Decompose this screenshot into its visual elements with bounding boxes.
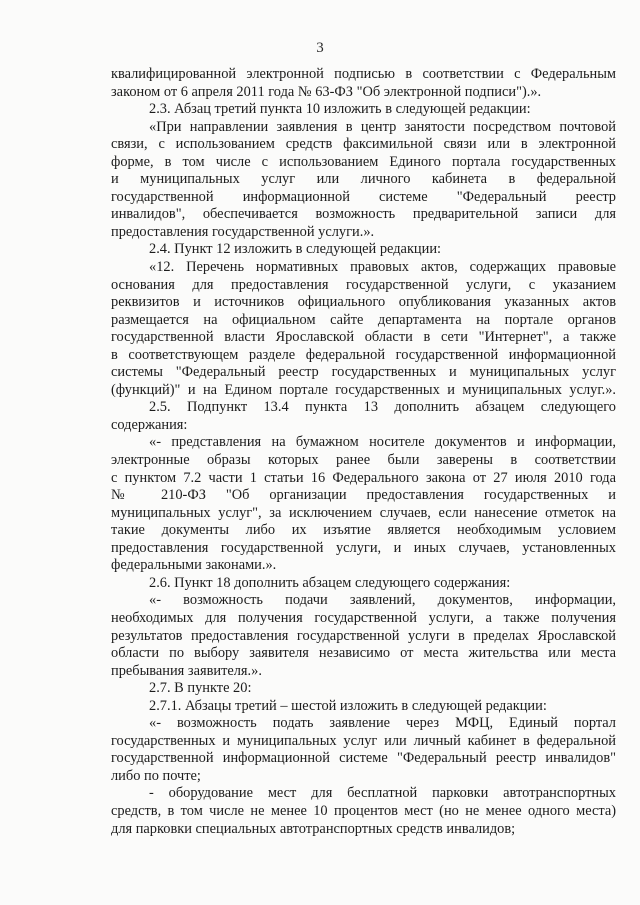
- text-line: «- возможность подать заявление через МФЦ, Единый портал: [149, 715, 616, 732]
- text-line: инвалидов", обеспечивается возможность предварительной записи для: [111, 206, 616, 223]
- text-line: и муниципальных услуг или личного кабинета в федеральной: [111, 171, 616, 188]
- text-line: необходимых для получения государственной услуги, а также получения: [111, 609, 616, 626]
- text-line: содержания:: [111, 416, 188, 433]
- document-body: [111, 66, 616, 838]
- text-line: «При направлении заявления в центр занятости посредством почтовой: [149, 118, 616, 135]
- page-number: 3: [316, 40, 324, 56]
- text-line: «12. Перечень нормативных правовых актов, содержащих правовые: [149, 259, 616, 276]
- text-line: связи, с использованием средств факсимильной связи или в электронной: [111, 136, 616, 153]
- text-line: реквизитов и источников официального опубликования указанных актов: [111, 294, 616, 311]
- text-line: 2.4. Пункт 12 изложить в следующей редакции:: [149, 241, 442, 258]
- text-line: предоставления государственной услуги.».: [111, 223, 375, 240]
- text-line: основания для предоставления государственной услуги, с указанием: [111, 276, 616, 293]
- text-line: государственной власти Ярославской области в сети "Интернет", а также: [111, 329, 616, 346]
- text-line: системы "Федеральный реестр государственных и муниципальных услуг: [111, 364, 616, 381]
- text-line: «- представления на бумажном носителе документов и информации,: [149, 434, 616, 451]
- text-line: для парковки специальных автотранспортных средств инвалидов;: [111, 820, 516, 837]
- text-line: размещается на официальном сайте департамента на портале органов: [111, 311, 616, 328]
- text-line: муниципальных услуг", за исключением случаев, если нанесение отметок на: [111, 504, 616, 521]
- text-line: предоставления государственной услуги, и иных случаев, установленных: [111, 539, 616, 556]
- text-line: № 210-ФЗ "Об организации предоставления государственных и: [111, 487, 616, 504]
- text-line: федеральными законами.».: [111, 557, 277, 574]
- text-line: государственных и муниципальных услуг или личный кабинет в федеральной: [111, 732, 616, 749]
- text-line: 2.7. В пункте 20:: [149, 680, 252, 697]
- text-line: - оборудование мест для бесплатной парковки автотранспортных: [149, 785, 616, 802]
- text-line: электронные образы которых ранее были заверены в соответствии: [111, 452, 616, 469]
- text-line: законом от 6 апреля 2011 года № 63-ФЗ "Об электронной подписи").».: [111, 83, 542, 100]
- text-line: 2.3. Абзац третий пункта 10 изложить в следующей редакции:: [149, 101, 531, 118]
- text-line: 2.6. Пункт 18 дополнить абзацем следующего содержания:: [149, 574, 511, 591]
- text-line: (функций)" и на Едином портале государственных и муниципальных услуг.».: [111, 381, 616, 398]
- text-line: такие документы либо их изъятие является необходимым условием: [111, 522, 616, 539]
- text-line: с пунктом 7.2 части 1 статьи 16 Федерального закона от 27 июля 2010 года: [111, 469, 616, 486]
- text-line: государственной информационной системе "Федеральный реестр: [111, 188, 616, 205]
- text-line: пребывания заявителя.».: [111, 662, 262, 679]
- text-line: в соответствующем разделе федеральной государственной информационной: [111, 346, 616, 363]
- text-line: результатов предоставления государственной услуги в пределах Ярославской: [111, 627, 616, 644]
- text-line: 2.5. Подпункт 13.4 пункта 13 дополнить абзацем следующего: [149, 399, 616, 416]
- text-line: 2.7.1. Абзацы третий – шестой изложить в следующей редакции:: [149, 697, 547, 714]
- text-line: области по выбору заявителя независимо от места жительства или места: [111, 645, 616, 662]
- text-line: средств, в том числе не менее 10 процентов мест (но не менее одного места): [111, 802, 616, 819]
- text-line: государственной информационной системе "Федеральный реестр инвалидов": [111, 750, 616, 767]
- text-line: квалифицированной электронной подписью в соответствии с Федеральным: [111, 66, 616, 82]
- text-line: либо по почте;: [111, 767, 201, 784]
- text-line: «- возможность подачи заявлений, документов, информации,: [149, 592, 616, 609]
- text-line: форме, в том числе с использованием Единого портала государственных: [111, 153, 616, 170]
